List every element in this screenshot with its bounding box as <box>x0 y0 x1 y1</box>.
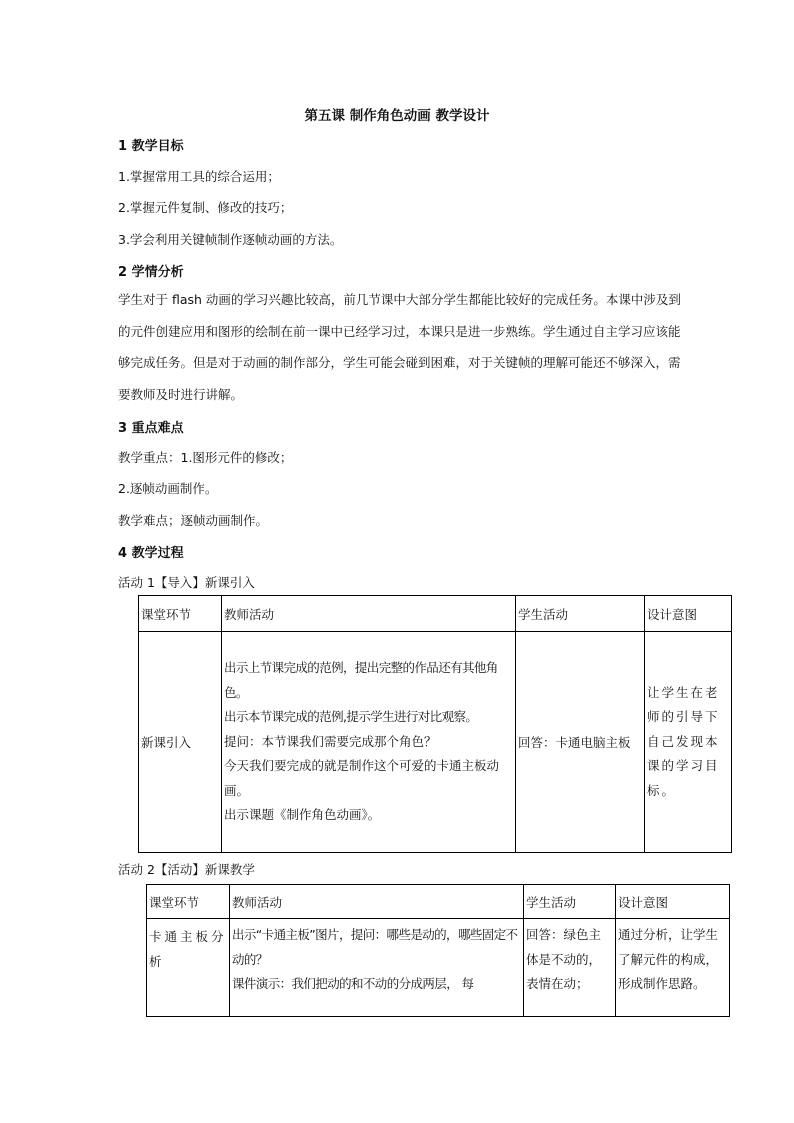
header-cell: 课堂环节 <box>139 596 222 632</box>
analysis-paragraph: 学生对于 flash 动画的学习兴趣比较高，前几节课中大部分学生都能比较好的完成任务。本课中涉及到的元件创建应用和图形的绘制在前一课中已经学习过，本课只是进一步熟练。学生通过自主学习应该能够完成任务。但是对于动画的制作部分，学生可能会碰到困难，对于关键帧的理解可能还不够深入，需要教师及时进行讲解。 <box>118 292 681 402</box>
page-title: 第五课 制作角色动画 教学设计 <box>304 108 490 124</box>
stage-cell: 卡通主板分析 <box>147 919 230 1017</box>
section-heading-key-points: 3 重点难点 <box>118 421 184 436</box>
section-heading-objectives: 1 教学目标 <box>118 139 184 154</box>
teacher-activity-line: 出示课题《制作角色动画》。 <box>224 807 381 823</box>
design-intent-cell: 通过分析，让学生了解元件的构成，形成制作思路。 <box>616 919 730 1017</box>
objective-item: 2.掌握元件复制、修改的技巧； <box>118 200 293 215</box>
teacher-activity-line: 提问：本节课我们需要完成那个角色？ <box>224 733 437 749</box>
student-activity-cell: 回答：卡通电脑主板 <box>516 632 645 853</box>
key-point-line: 2.逐帧动画制作。 <box>118 481 218 496</box>
teacher-activity-line: 出示本节课完成的范例,提示学生进行对比观察。 <box>224 709 478 725</box>
section-heading-analysis: 2 学情分析 <box>118 265 184 280</box>
header-cell: 课堂环节 <box>147 885 230 919</box>
key-point-line: 教学重点：1.图形元件的修改； <box>118 450 293 465</box>
teacher-activity-line: 出示上节课完成的范例，提出完整的作品还有其他角色。 <box>224 660 498 700</box>
activity2-table <box>146 884 730 1017</box>
section-heading-process: 4 教学过程 <box>118 546 184 561</box>
header-cell: 学生活动 <box>516 596 645 632</box>
table-row <box>139 632 732 853</box>
activity1-table <box>138 595 732 853</box>
header-cell: 教师活动 <box>222 596 516 632</box>
key-point-line: 教学难点；逐帧动画制作。 <box>118 513 269 528</box>
activity-label: 活动 1【导入】新课引入 <box>118 575 255 590</box>
activity-label: 活动 2【活动】新课教学 <box>118 862 255 877</box>
teacher-activity-cell <box>222 632 516 853</box>
header-cell: 设计意图 <box>616 885 730 919</box>
teacher-activity-line: 出示“卡通主板”图片，提问：哪些是动的，哪些固定不动的？ <box>232 927 518 967</box>
header-cell: 学生活动 <box>524 885 616 919</box>
table-header-row <box>147 885 730 919</box>
student-activity-cell: 回答：绿色主体是不动的，表情在动； <box>524 919 616 1017</box>
teacher-activity-line: 课件演示：我们把动的和不动的分成两层， 每 <box>232 976 474 991</box>
header-cell: 设计意图 <box>645 596 732 632</box>
table-row <box>147 919 730 1017</box>
objective-item: 3.学会利用关键帧制作逐帧动画的方法。 <box>118 232 343 247</box>
design-intent-cell: 让学生在老师的引导下自己发现本课的学习目标。 <box>645 632 732 853</box>
teacher-activity-cell <box>230 919 524 1017</box>
table-header-row <box>139 596 732 632</box>
objective-item: 1.掌握常用工具的综合运用； <box>118 169 280 184</box>
header-cell: 教师活动 <box>230 885 524 919</box>
teacher-activity-line: 今天我们要完成的就是制作这个可爱的卡通主板动画。 <box>224 758 500 798</box>
stage-cell: 新课引入 <box>139 632 222 853</box>
